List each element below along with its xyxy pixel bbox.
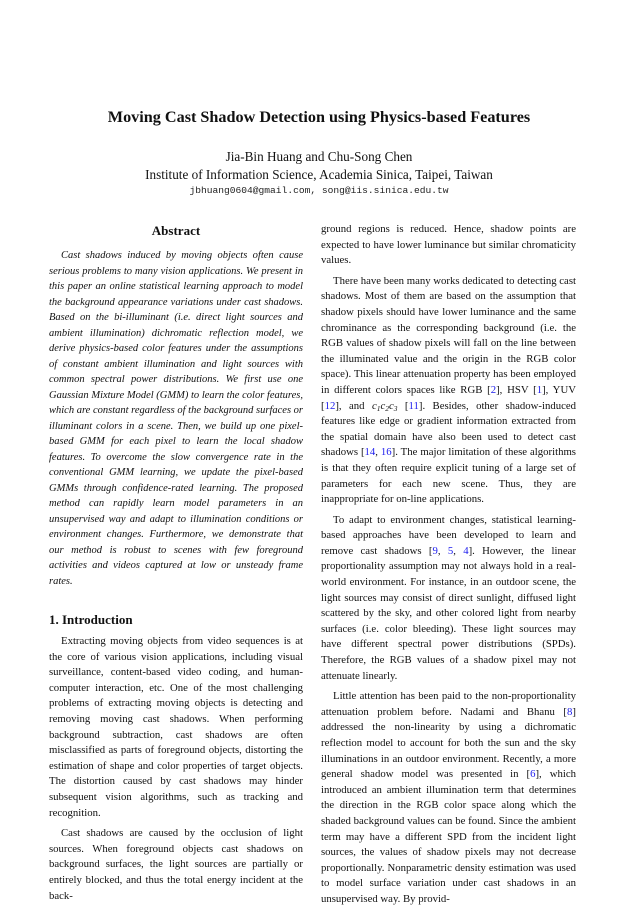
intro-paragraph-2: Cast shadows are caused by the occlusion of light sources. When foreground objects cast shadows on background surfaces, the light sources are partially or entirely blocked, and thus the total energy incident at the back- — [49, 827, 303, 902]
intro-paragraph-1: Extracting moving objects from video sequences is at the core of various vision applications, including visual surveillance, content-based video coding, and human-computer interaction, etc. One of the most challenging problems of extracting moving objects is detecting and removing moving cast shadows. When performing background subtraction, cast shadows are often misclassified as parts of foreground objects, distorting the estimation of shape and color properties of target objects. The distortion caused by cast shadows may hinder subsequent vision algorithms, such as tracking and recognition. — [49, 635, 303, 819]
citation-link[interactable]: 6 — [530, 768, 536, 781]
math-c1c2c3 — [372, 400, 398, 412]
text-run: ], which introduced an ambient illumination term that determines the direction in the RGB color space along which the shaded background values can be found. Since the ambient term may have a different SPD from the incident light sources, the values of shadow pixels may not decrease proportionally. Nonparametric density estimation was used to model surface variation under cast shadows in an unsupervised way. By provid- — [321, 768, 576, 905]
text-run: [ — [397, 399, 409, 412]
text-run: To adapt to environment changes, statistical learning-based approaches have been developed to learn and remove cast shadows [ — [321, 513, 576, 557]
citation-link[interactable]: 8 — [567, 705, 573, 718]
section-heading-introduction: 1. Introduction — [49, 612, 133, 627]
text-run: ]. However, the linear proportionality assumption may not always hold in a real-world environment. For instance, in an outdoor scene, the light sources may consist of direct sunlight, diffused light scattered by the sky, and other colored light from nearby surfaces (i.e. color bleeding). These light sources may have different spectral power distributions (SPDs). Therefore, the RGB values of a shadow pixel may not attenuate linearly. — [321, 544, 577, 682]
abstract-text: Cast shadows induced by moving objects often cause serious problems to many vision applications. We present in this paper an online statistical learning approach to model the background appearance variations under cast shadows. Based on the bi-illuminant (i.e. direct light sources and ambient illumination) dichromatic reflection model, we derive physics-based color features under the assumptions of constant ambient illumination and light sources with common spectral power distributions. We first use one Gaussian Mixture Model (GMM) to learn the color features, which are constant regardless of the background surfaces or illuminant colors in a scene. Then, we build up one pixel-based GMM for each pixel to learn the local shadow features. To overcome the slow convergence rate in the conventional GMM learning, we update the pixel-based GMMs through confidence-rated learning. The proposed method can rapidly learn model parameters in an unsupervised way and adapt to illumination conditions or environment changes. Furthermore, we demonstrate that our method is robust to scenes with few foreground activities and videos captured at low or unsteady frame rates. — [49, 250, 303, 587]
text-run: ] addressed the non-linearity by using a dichromatic reflection model to account for both the sun and the sky illuminations in an outdoor environment. Recently, a more general shadow model was presented in [ — [321, 705, 576, 781]
citation-link[interactable]: 9 — [432, 544, 438, 557]
paper-emails: jbhuang0604@gmail.com, song@iis.sinica.edu.tw — [189, 185, 449, 196]
left-column — [49, 222, 303, 904]
right-paragraph-nonproportional — [321, 689, 576, 907]
text-run: ], HSV [ — [496, 383, 537, 396]
right-paragraph-continued: ground regions is reduced. Hence, shadow points are expected to have lower luminance but similar chromaticity values. — [321, 223, 576, 267]
text-run: ]. The major limitation of these algorithms is that they often require explicit tuning of a large set of parameters for each new scene. Thus, they are inappropriate for on-line applications. — [321, 446, 576, 506]
citation-link[interactable]: 14 — [364, 446, 376, 459]
citation-link[interactable]: 11 — [408, 399, 419, 412]
math-symbol: c — [380, 399, 386, 412]
citation-link[interactable]: 2 — [490, 383, 497, 396]
paper-title: Moving Cast Shadow Detection using Physics-based Features — [107, 108, 531, 126]
citation-link[interactable]: 1 — [536, 383, 543, 396]
text-run: Little attention has been paid to the non-proportionality attenuation problem before. Nadami and Bhanu [ — [321, 690, 576, 718]
right-paragraph-statistical — [321, 513, 576, 685]
paper-authors: Jia-Bin Huang and Chu-Song Chen — [225, 149, 413, 164]
citation-separator: , — [453, 544, 464, 557]
math-subscript: 3 — [393, 403, 398, 413]
citation-link[interactable]: 16 — [380, 446, 392, 459]
text-run: There have been many works dedicated to detecting cast shadows. Most of them are based on the assumption that shadow pixels should have lower luminance and the same chrominance as the corresponding background (i.e. the RGB values of shadow pixels will fall on the line between the illuminated value and the origin in the RGB color space). This linear attenuation property has been employed in different colors spaces like RGB [ — [321, 274, 576, 396]
math-symbol: c — [371, 399, 377, 412]
math-subscript: 2 — [385, 403, 389, 413]
text-run: ], YUV [ — [321, 383, 576, 412]
right-paragraph-related-work — [321, 274, 576, 508]
text-run: ], and — [335, 399, 372, 412]
abstract-heading: Abstract — [151, 223, 201, 238]
right-column — [321, 222, 576, 908]
math-subscript: 1 — [376, 403, 381, 413]
paper-affiliation: Institute of Information Science, Academia Sinica, Taipei, Taiwan — [145, 167, 493, 182]
citation-separator: , — [437, 544, 448, 557]
citation-link[interactable]: 12 — [324, 399, 336, 412]
math-symbol: c — [389, 399, 394, 412]
citation-link[interactable]: 4 — [463, 544, 469, 557]
citation-separator: , — [375, 446, 381, 459]
citation-link[interactable]: 5 — [447, 544, 454, 557]
text-run: ]. Besides, other shadow-induced features like edge or gradient information extracted from the spatial domain have also been used to detect cast shadows [ — [321, 399, 576, 459]
